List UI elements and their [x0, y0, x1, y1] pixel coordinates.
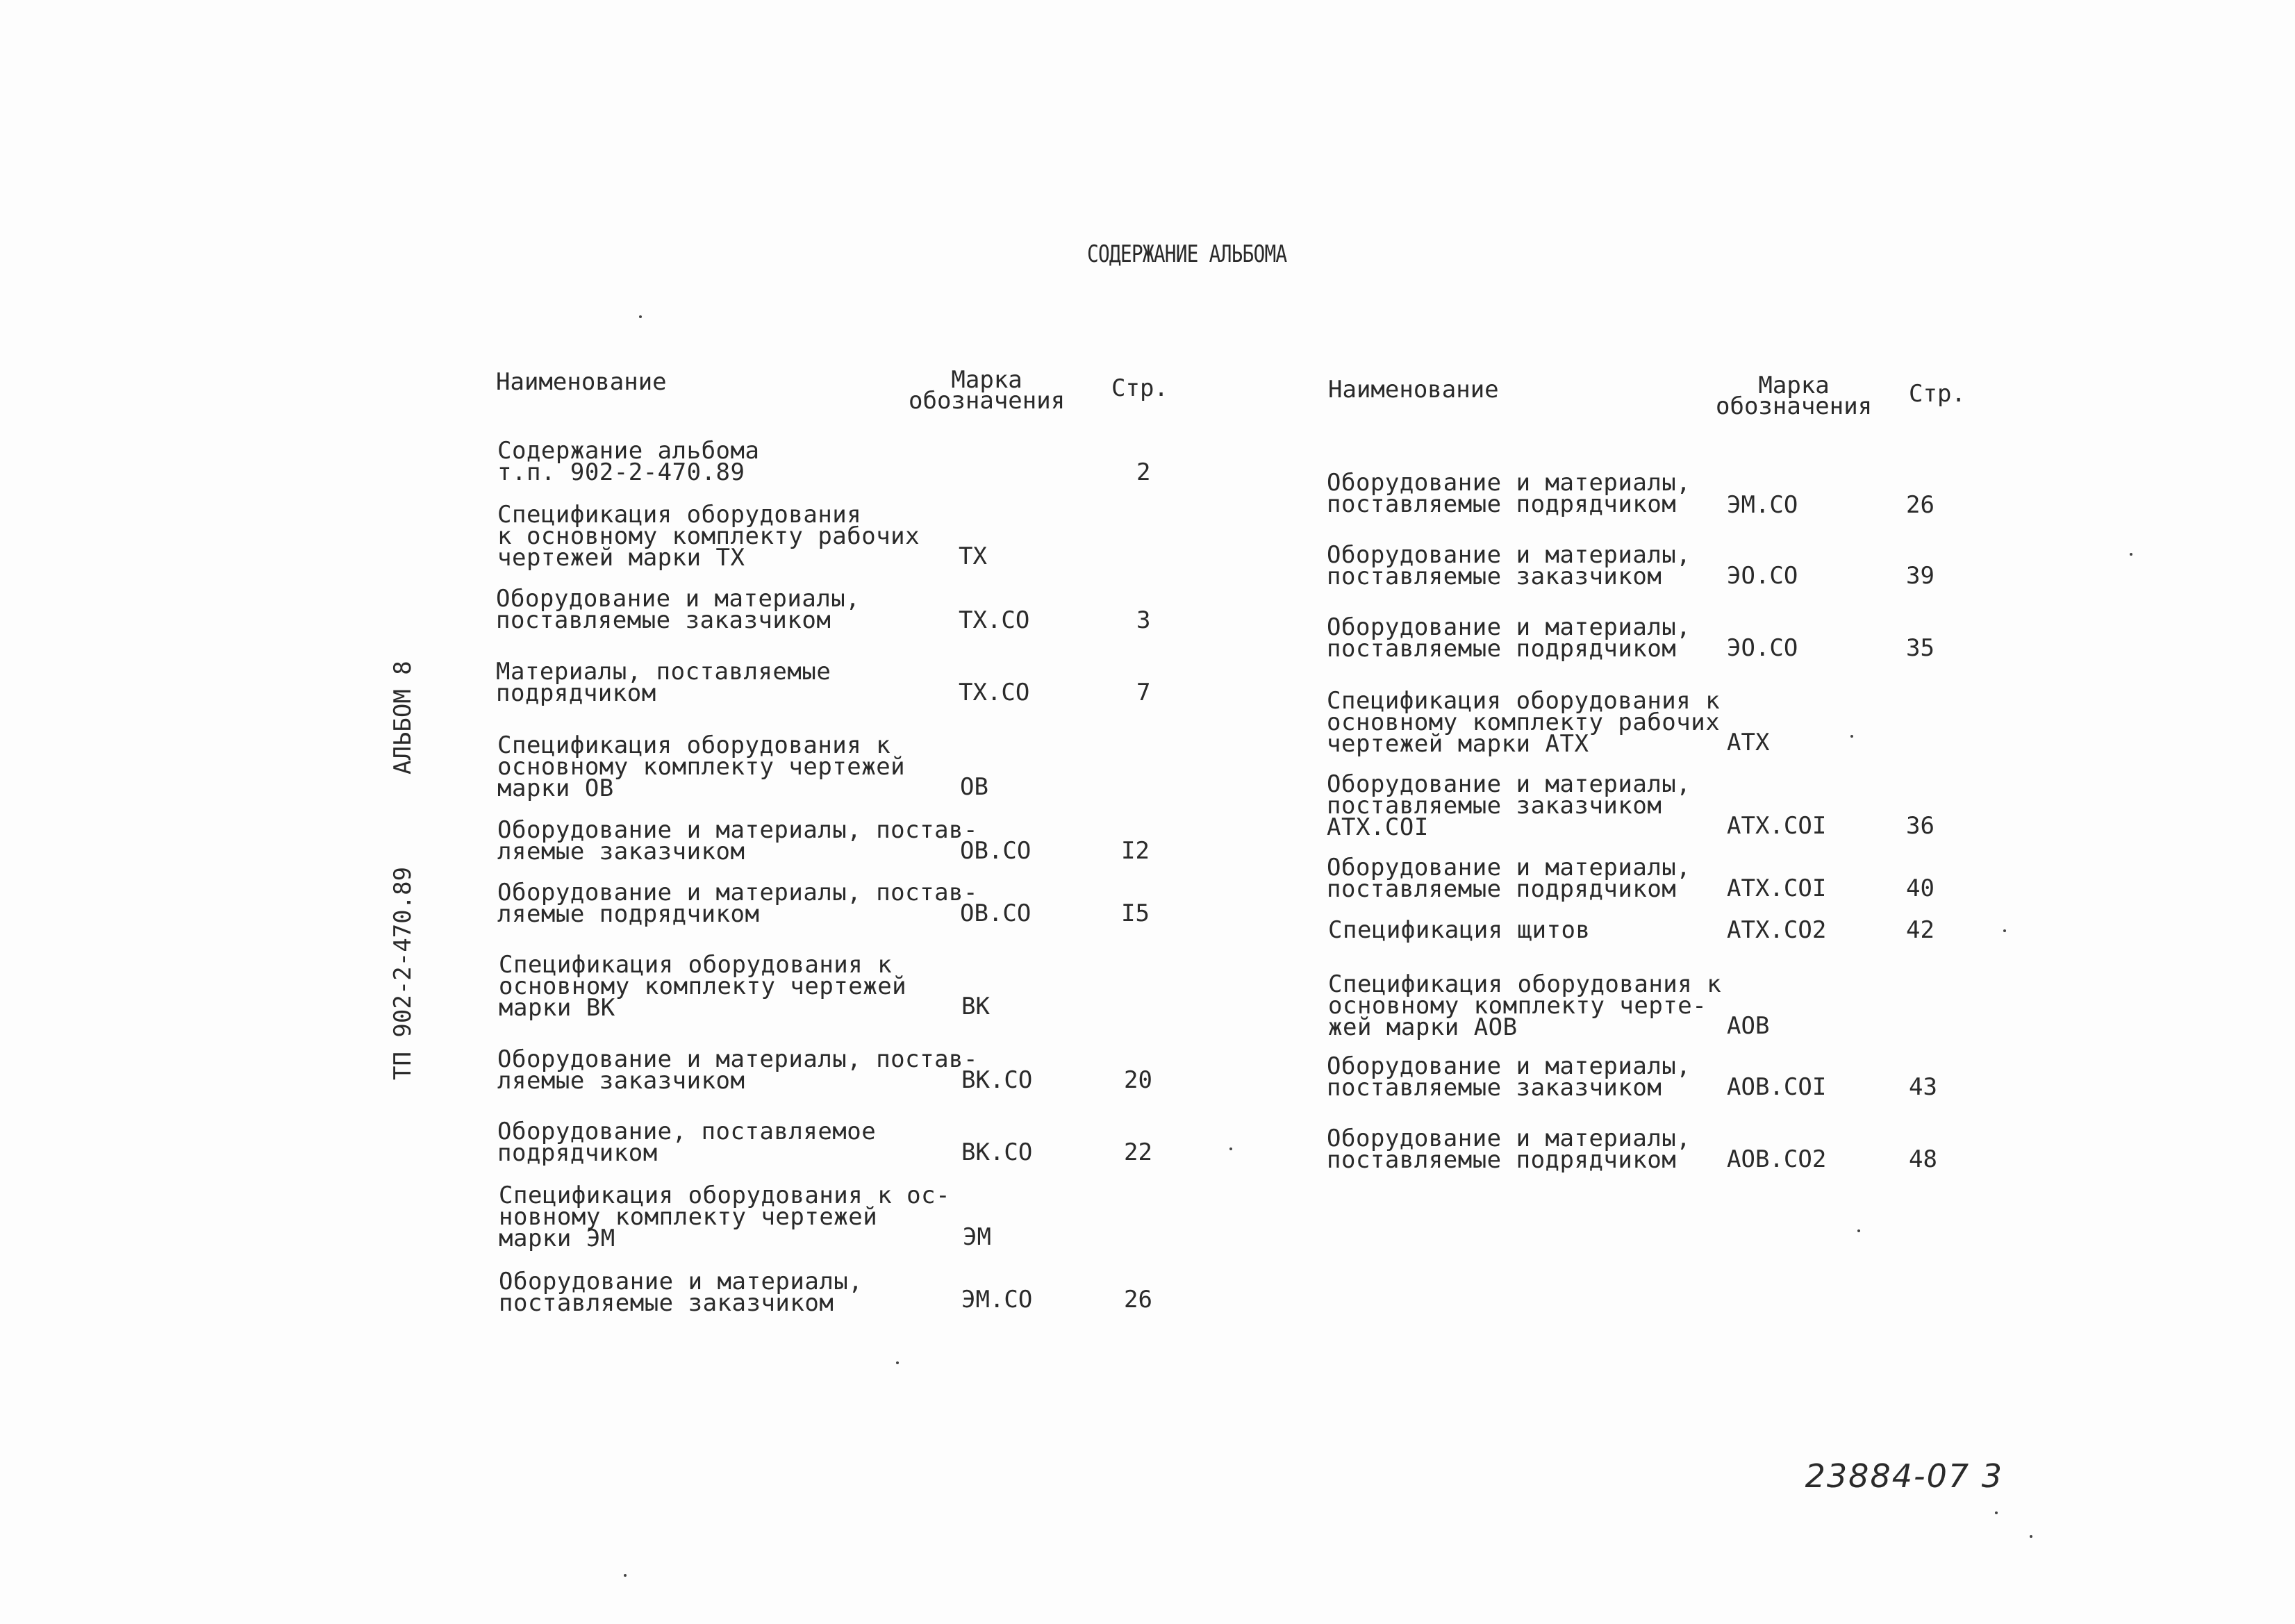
left-row-page: 3: [1136, 606, 1151, 634]
right-row-mark: ЭМ.СО: [1727, 491, 1798, 519]
side-code-label: ТП 902-2-470.89: [389, 866, 417, 1080]
left-row-page: 22: [1124, 1138, 1152, 1166]
left-row-page: 26: [1124, 1286, 1152, 1314]
right-row-name: Оборудование и материалы, поставляемые подрядчиком: [1327, 1125, 1691, 1174]
right-header-page: Стр.: [1909, 380, 1966, 408]
left-row-name: Оборудование и материалы, поставляемые заказчиком: [496, 585, 861, 634]
right-row-mark: АТХ: [1727, 729, 1770, 756]
left-row-name: Материалы, поставляемые подрядчиком: [496, 658, 831, 707]
left-row-mark: ТХ.СО: [959, 606, 1030, 634]
right-row-mark: АТХ.СОI: [1727, 812, 1827, 840]
left-row-name: Оборудование и материалы, постав- ляемые подрядчиком: [497, 879, 979, 928]
left-row-name: Оборудование и материалы, постав- ляемые заказчиком: [497, 1045, 979, 1095]
left-row-mark: ЭМ.СО: [961, 1286, 1033, 1314]
right-row-mark: АОВ: [1727, 1012, 1770, 1040]
right-row-name: Оборудование и материалы, поставляемые подрядчиком: [1327, 854, 1691, 903]
right-row-name: Оборудование и материалы, поставляемые заказчиком: [1327, 1052, 1691, 1102]
right-row-page: 40: [1906, 875, 1934, 902]
left-row-mark: ОВ.СО: [960, 837, 1031, 865]
right-row-page: 35: [1906, 634, 1934, 662]
right-row-mark: ЭО.СО: [1727, 562, 1798, 590]
left-row-page: I2: [1121, 837, 1150, 865]
scan-speck: [1850, 735, 1853, 738]
left-row-page: 7: [1136, 679, 1151, 706]
right-row-page: 48: [1909, 1145, 1937, 1173]
right-row-mark: ЭО.СО: [1727, 634, 1798, 662]
right-header-name: Наименование: [1328, 376, 1499, 404]
right-row-mark: АТХ.СО2: [1727, 916, 1827, 944]
left-row-name: Спецификация оборудования к основному комплекту чертежей марки ОВ: [497, 731, 906, 802]
scan-speck: [896, 1361, 899, 1364]
left-row-mark: ОВ.СО: [960, 900, 1031, 927]
right-row-page: 39: [1906, 562, 1934, 590]
left-row-name: Спецификация оборудования к основному комплекту чертежей марки ВК: [499, 951, 907, 1022]
right-row-name: Спецификация оборудования к основному комплекту черте- жей марки АОВ: [1328, 970, 1722, 1041]
scan-speck: [1229, 1147, 1232, 1150]
scan-speck: [2003, 929, 2006, 932]
side-album-label: АЛЬБОМ 8: [389, 661, 417, 774]
left-row-name: Спецификация оборудования к ос- новному комплекту чертежей марки ЭМ: [499, 1182, 951, 1252]
right-row-name: Оборудование и материалы, поставляемые заказчиком: [1327, 541, 1691, 590]
left-row-page: I5: [1121, 900, 1150, 927]
left-header-mark: Марка обозначения: [909, 366, 1066, 415]
scan-speck: [1995, 1511, 1998, 1514]
right-row-page: 36: [1906, 812, 1934, 840]
scan-speck: [624, 1574, 627, 1577]
left-row-page: 20: [1124, 1066, 1152, 1094]
right-row-page: 26: [1906, 491, 1934, 519]
left-row-name: Содержание альбома т.п. 902-2-470.89: [497, 437, 760, 486]
right-row-mark: АТХ.СОI: [1727, 875, 1827, 902]
right-header-mark: Марка обозначения: [1716, 372, 1873, 420]
left-row-name: Оборудование, поставляемое подрядчиком: [497, 1118, 877, 1167]
left-row-mark: ТХ: [959, 542, 987, 570]
right-row-mark: АОВ.СО2: [1727, 1145, 1827, 1173]
right-row-page: 43: [1909, 1073, 1937, 1101]
left-header-name: Наименование: [496, 368, 667, 396]
left-row-mark: ВК.СО: [961, 1138, 1033, 1166]
scan-speck: [639, 315, 642, 318]
left-row-mark: ТХ.СО: [959, 679, 1030, 706]
right-row-name: Оборудование и материалы, поставляемые заказчиком АТХ.СОI: [1327, 770, 1691, 841]
left-row-name: Спецификация оборудования к основному комплекту рабочих чертежей марки ТХ: [497, 501, 920, 572]
left-row-page: 2: [1136, 458, 1151, 486]
scan-speck: [1857, 1229, 1860, 1232]
right-row-name: Спецификация щитов: [1328, 916, 1591, 944]
left-row-mark: ОВ: [960, 773, 988, 801]
left-row-mark: ЭМ: [963, 1223, 991, 1251]
left-row-name: Оборудование и материалы, поставляемые заказчиком: [499, 1268, 863, 1317]
footer-number: 23884-07 3: [1805, 1457, 2003, 1495]
right-row-page: 42: [1906, 916, 1934, 944]
right-row-name: Оборудование и материалы, поставляемые подрядчиком: [1327, 469, 1691, 518]
right-row-name: Оборудование и материалы, поставляемые подрядчиком: [1327, 613, 1691, 663]
left-header-page: Стр.: [1111, 374, 1168, 402]
left-row-mark: ВК.СО: [961, 1066, 1033, 1094]
left-row-name: Оборудование и материалы, постав- ляемые заказчиком: [497, 816, 979, 865]
scan-speck: [2130, 553, 2132, 556]
page-title: СОДЕРЖАНИЕ АЛЬБОМА: [1087, 240, 1287, 268]
left-row-mark: ВК: [961, 993, 990, 1020]
right-row-mark: АОВ.СОI: [1727, 1073, 1827, 1101]
right-row-name: Спецификация оборудования к основному комплекту рабочих чертежей марки АТХ: [1327, 687, 1721, 758]
scan-speck: [2030, 1535, 2032, 1538]
